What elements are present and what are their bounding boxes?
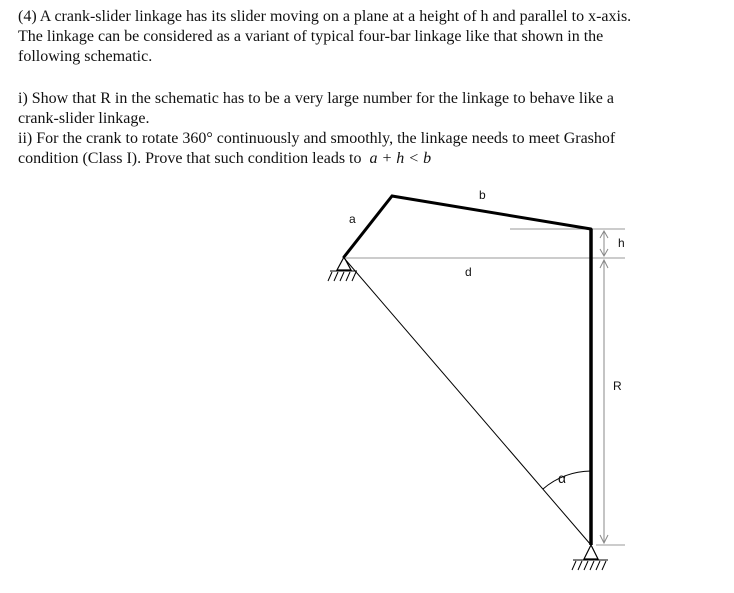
label-R: R [613, 379, 622, 393]
angle-alpha-arc [543, 471, 591, 489]
link-b [392, 196, 591, 229]
intro-line-2: The linkage can be considered as a variant of typical four-bar linkage like that shown in the [18, 28, 604, 45]
h-dimension [600, 231, 608, 256]
link-a [344, 196, 392, 257]
ground-pivot-right [572, 545, 608, 570]
part-ii-line-1: ii) For the crank to rotate 360° continuously and smoothly, the linkage needs to meet Grashof [18, 130, 616, 147]
label-a: a [349, 212, 356, 226]
label-b: b [479, 188, 486, 202]
label-alpha: α [558, 470, 567, 486]
part-i-line-2: crank-slider linkage. [18, 110, 150, 127]
ground-pivot-left [328, 257, 357, 281]
label-h: h [618, 236, 625, 250]
part-ii-line-2-text: condition (Class I). Prove that such condition leads to [18, 150, 362, 167]
R-dimension [600, 260, 608, 543]
intro-line-1: (4) A crank-slider linkage has its slider moving on a plane at a height of h and parallel to x-axis. [18, 8, 632, 25]
label-d: d [465, 265, 472, 279]
part-i-line-1: i) Show that R in the schematic has to be a very large number for the linkage to behave like a [18, 90, 614, 107]
link-d [344, 258, 591, 545]
intro-line-3: following schematic. [18, 48, 153, 65]
grashof-inequality: a + h < b [369, 150, 432, 167]
